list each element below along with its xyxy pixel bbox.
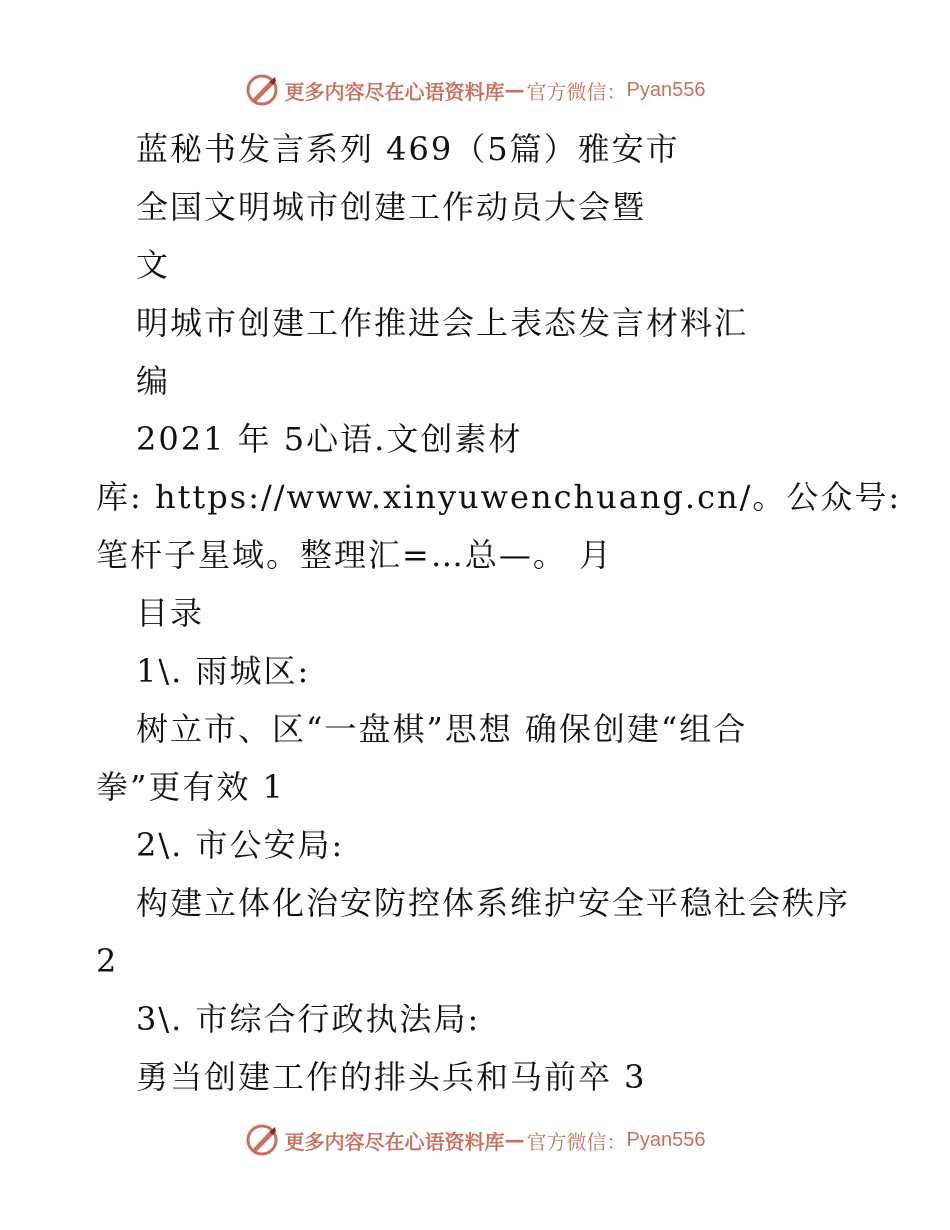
title-line-3: 文 [136,246,171,284]
date-line: 2021 年 5心语.文创素材 [136,420,523,458]
title-line-5: 编 [136,362,171,400]
title-line-2: 全国文明城市创建工作动员大会暨 [136,188,647,226]
watermark-banner-top [0,70,950,110]
watermark-text: 更多内容尽在心语资料库 [284,1129,505,1154]
toc-item-3-title: 勇当创建工作的排头兵和马前卒 3 [136,1058,647,1096]
toc-item-1-unit: 1\. 雨城区: [136,652,311,690]
toc-item-2-unit: 2\. 市公安局: [136,826,345,864]
watermark-text: 更多内容尽在心语资料库 [284,79,505,104]
watermark-separator: — [504,1128,525,1152]
toc-heading: 目录 [136,594,205,632]
toc-item-1-title-cont: 拳”更有效 1 [96,768,285,806]
source-line-1: 库: https://www.xinyuwenchuang.cn/。公众号: [96,478,902,516]
title-line-1: 蓝秘书发言系列 469（5篇）雅安市 [136,130,680,168]
wechat-label: 官方微信： [526,1129,627,1154]
wechat-label: 官方微信： [526,79,627,104]
watermark-banner-bottom [0,1120,950,1160]
toc-item-2-title: 构建立体化治安防控体系维护安全平稳社会秩序 [136,884,851,922]
toc-item-2-page: 2 [96,942,119,980]
quill-logo-icon [245,73,279,107]
toc-item-1-title: 树立市、区“一盘棋”思想 确保创建“组合 [136,710,748,748]
title-line-4: 明城市创建工作推进会上表态发言材料汇 [136,304,749,342]
wechat-id: Pyan556 [626,1128,706,1151]
quill-logo-icon [245,1123,279,1157]
toc-item-3-unit: 3\. 市综合行政执法局: [136,1000,481,1038]
source-line-2: 笔杆子星域。整理汇=…总—。 月 [96,536,613,574]
watermark-separator: — [504,78,525,102]
wechat-id: Pyan556 [626,78,706,101]
